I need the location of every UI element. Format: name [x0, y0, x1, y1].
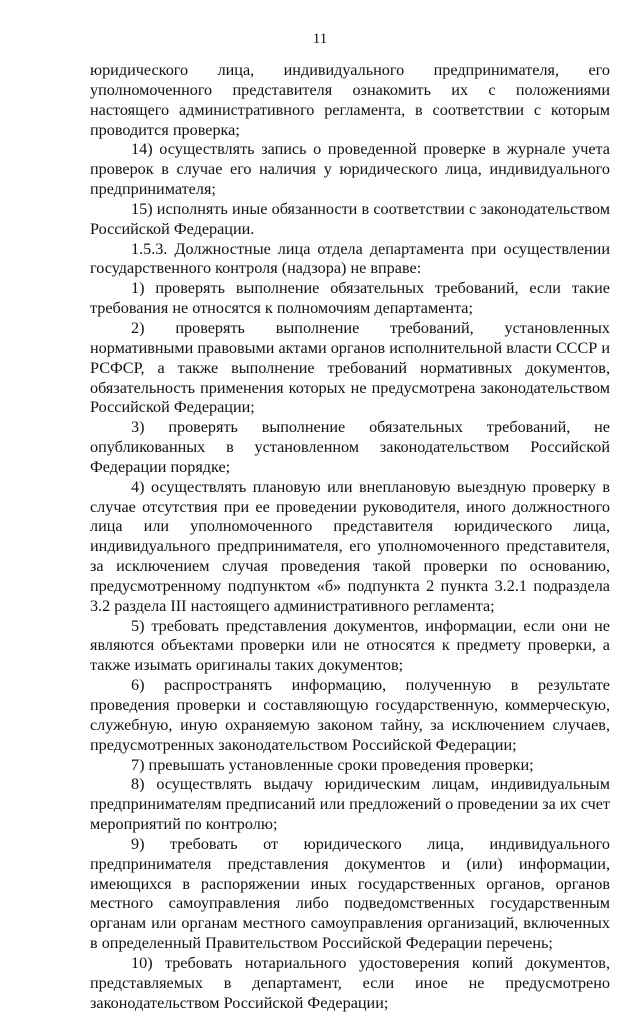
paragraph-item-8: 8) осуществлять выдачу юридическим лицам, индивидуальным предпринимателям предписаний или предложений о проведении за их счет мероприятий по контролю; [90, 775, 610, 834]
paragraph-section-1-5-3: 1.5.3. Должностные лица отдела департамента при осуществлении государственного контроля (надзора) не вправе: [90, 239, 610, 278]
document-body [90, 61, 610, 1014]
paragraph-item-2: 2) проверять выполнение требований, установленных нормативными правовыми актами органов исполнительной власти СССР и РСФСР, а также выполнение требований нормативных документов, обязательность применения которых не предусмотрена законодательством Российской Федерации; [90, 318, 610, 417]
paragraph-continuation: юридического лица, индивидуального предпринимателя, его уполномоченного представителя ознакомить их с положениями настоящего административного регламента, в соответствии с которым проводится проверка; [90, 61, 610, 139]
paragraph-item-3: 3) проверять выполнение обязательных требований, не опубликованных в установленном законодательством Российской Федерации порядке; [90, 418, 610, 476]
paragraph-item-6: 6) распространять информацию, полученную в результате проведения проверки и составляющую государственную, коммерческую, служебную, иную охраняемую законом тайну, за исключением случаев, предусмотренных законодательством Российской Федерации; [90, 676, 610, 754]
paragraph-item-5: 5) требовать представления документов, информации, если они не являются объектами проверки или не относятся к предмету проверки, а также изымать оригиналы таких документов; [90, 616, 610, 675]
paragraph-item-9: 9) требовать от юридического лица, индивидуального предпринимателя представления документов и (или) информации, имеющихся в распоряжении иных государственных органов, органов местного самоуправления либо подведомственных государственным органам или органам местного самоуправления организаций, включенных в определенный Правительством Российской Федерации перечень; [90, 834, 610, 953]
page-number: 11 [312, 31, 328, 47]
paragraph-item-10: 10) требовать нотариального удостоверения копий документов, представляемых в департамент, если иное не предусмотрено законодательством Российской Федерации; [90, 953, 610, 1012]
paragraph-item-14: 14) осуществлять запись о проведенной проверке в журнале учета проверок в случае его наличия у юридического лица, индивидуального предпринимателя; [90, 140, 610, 199]
paragraph-item-1: 1) проверять выполнение обязательных требований, если такие требования не относятся к полномочиям департамента; [90, 279, 610, 318]
paragraph-item-15: 15) исполнять иные обязанности в соответствии с законодательством Российской Федерации. [90, 199, 610, 238]
paragraph-item-4: 4) осуществлять плановую или внеплановую выездную проверку в случае отсутствия при ее проведении руководителя, иного должностного лица или уполномоченного представителя юридического лица, индивидуального предпринимателя, его уполномоченного представителя, за исключением случая проведения такой проверки по основанию, предусмотренному подпунктом «б» подпункта 2 пункта 3.2.1 подраздела 3.2 раздела III настоящего административного регламента; [90, 477, 610, 615]
paragraph-item-7: 7) превышать установленные сроки проведения проверки; [131, 755, 534, 774]
